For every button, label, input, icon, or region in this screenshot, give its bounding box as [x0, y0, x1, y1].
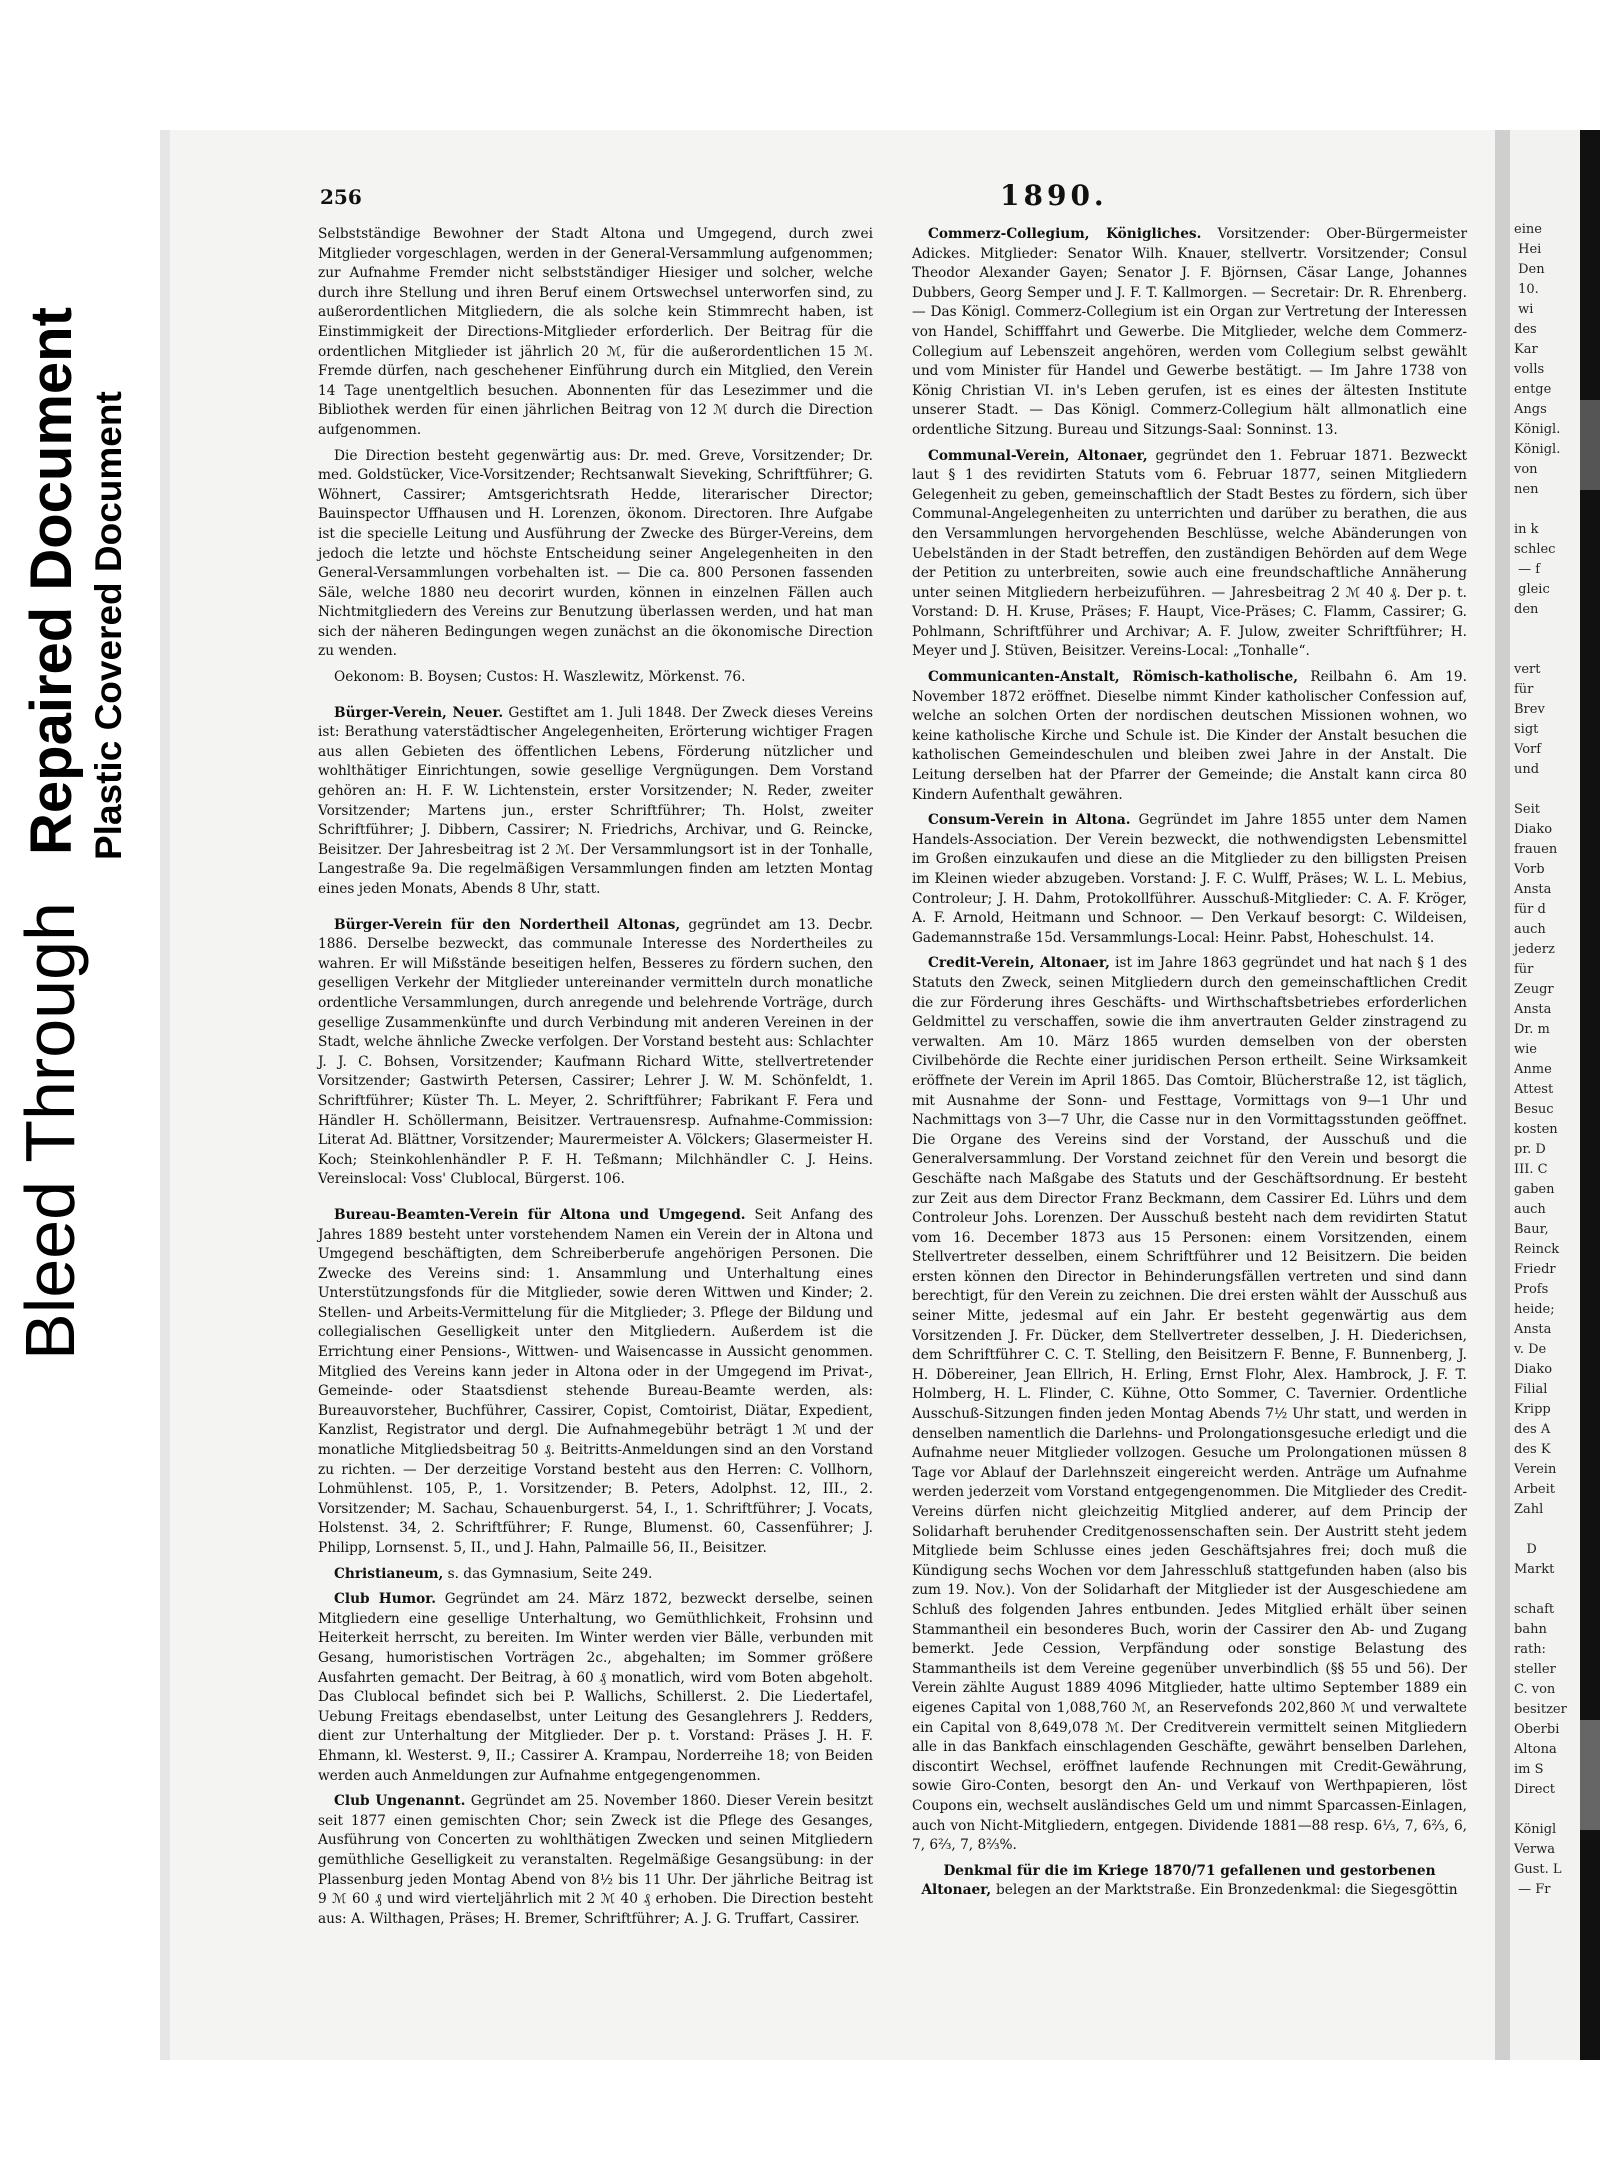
page-year: 1890. [1000, 179, 1108, 212]
entry: Die Direction besteht gegenwärtig aus: Dr. med. Greve, Vorsitzender; Dr. med. Goldstücker, Vice-Vorsitzender; Rechtsanwalt Sieveking, Schriftführer; G. Wöhnert, Cassirer; Amtsgerichtsrath Hedde, literarischer Director; Bauinspector Uffhausen und H. Lorenzen, ökonom. Directoren. Ihre Aufgabe ist die specielle Leitung und Ausführung der Zwecke des Bürger-Vereins, dem jedoch die letzte und höchste Entscheidung seiner Angelegenheiten in den General-Versammlungen vorbehalten ist. — Die ca. 800 Personen fassenden Säle, welche 1880 neu decorirt wurden, können in einzelnen Fällen auch Nichtmitgliedern des Vereins zur Benutzung überlassen werden, und hat man sich der näheren Bedingungen wegen zunächst an die ökonomische Direction zu wenden. [318, 447, 873, 660]
document-page [170, 130, 1495, 2060]
page-number: 256 [320, 185, 362, 209]
repair-tape [1580, 400, 1600, 490]
scanned-page-area [160, 130, 1600, 2060]
entry-heading: Club Ungenannt. [334, 1793, 466, 1810]
left-column [318, 225, 873, 1935]
entry: Bürger-Verein für den Nordertheil Altonas, gegründet am 13. Decbr. 1886. Derselbe bezweckt, das communale Interesse des Nordertheiles zu wahren. Er will Mißstände beseitigen helfen, Besseres zu fördern suchen, den geselligen Verkehr der Mitglieder untereinander vermitteln durch monatliche ordentliche Versammlungen, durch anregende und belehrende Vorträge, durch gesellige Zusammenkünfte und durch Verbindung mit anderen Vereinen in der Stadt, welche ähnliche Zwecke verfolgen. Der Vorstand besteht aus: Schlachter J. J. C. Bohsen, Vorsitzender; Kaufmann Richard Witte, stellvertretender Vorsitzender; Gastwirth Petersen, Cassirer; Lehrer J. W. M. Schönfeldt, 1. Schriftführer; Küster Th. L. Meyer, 2. Schriftführer; Fabrikant F. Fera und Händler H. Schöllermann, Beisitzer. Vertrauensresp. Aufnahme-Commission: Literat Ad. Blättner, Vorsitzender; Maurermeister A. Völckers; Glasermeister H. Koch; Steinkohlenhändler P. F. H. Teßmann; Milchhändler C. J. Heins. Vereinslocal: Voss' Clublocal, Bürgerst. 106. [318, 916, 873, 1188]
entry-heading: Consum-Verein in Altona. [928, 812, 1131, 829]
entry: Credit-Verein, Altonaer, ist im Jahre 1863 gegründet und hat nach § 1 des Statuts den Zweck, seinen Mitgliedern durch den gemeinschaftlichen Credit die zur Förderung ihres Geschäfts- und Wirthschaftsbetriebes erforderlichen Geldmittel zu verschaffen, sowie die ihm anvertrauten Gelder zinstragend zu verwalten. Am 10. März 1865 wurden demselben von der obersten Civilbehörde die Rechte einer juridischen Person ertheilt. Seine Wirksamkeit eröffnete der Verein im April 1865. Das Comtoir, Blücherstraße 12, ist täglich, mit Ausnahme der Sonn- und Festtage, Vormittags von 9—1 Uhr und Nachmittags von 3—7 Uhr, die Casse nur in den Vormittagsstunden geöffnet. Die Organe des Vereins sind der Vorstand, der Ausschuß und die Generalversammlung. Der Vorstand zeichnet für den Verein und besorgt die Geschäfte nach Maßgabe des Statuts und der Geschäftsordnung. Er besteht zur Zeit aus dem Director Franz Beckmann, dem Cassirer Ed. Lührs und dem Controleur Johs. Lorenzen. Der Ausschuß besteht nach dem revidirten Statut vom 16. December 1873 aus 15 Personen: einem Vorsitzenden, einem Stellvertreter desselben, einem Schriftführer und 12 Beisitzern. Die beiden ersten können den Director in Behinderungsfällen vertreten und sind dann berechtigt, für den Verein zu zeichnen. Die drei ersten wählt der Ausschuß aus seiner Mitte, jedesmal auf ein Jahr. Er besteht gegenwärtig aus dem Vorsitzenden J. Fr. Dücker, dem Stellvertreter desselben, J. H. Diederichsen, dem Schriftführer C. C. T. Stelling, den Beisitzern F. Benne, F. Bunnenberg, J. H. Döbereiner, Jean Ellrich, H. Erling, Ernst Flohr, Alex. Hambrock, J. F. T. Holmberg, H. L. Flinder, C. Kühne, Otto Sommer, C. Tavernier. Ordentliche Ausschuß-Sitzungen finden jeden Montag Abends 7½ Uhr statt, und werden in denselben namentlich die Darlehns- und Prolongationsgesuche erledigt und die Aufnahme neuer Mitglieder vollzogen. Gesuche um Prolongationen müssen 8 Tage vor Ablauf der Darlehnszeit eingereicht werden. Anträge um Aufnahme werden jederzeit vom Vorstand entgegengenommen. Die Mitglieder des Credit-Vereins dürfen nicht gleichzeitig Mitglied anderer, auf dem Princip der Solidarhaft beruhender Creditgenossenschaften sein. Der Austritt steht jedem Mitgliede beim Schlusse eines jeden Geschäftsjahres frei; doch muß die Kündigung sechs Wochen vor dem Jahresschluß stattgefunden haben (also bis zum 19. Nov.). Von der Solidarhaft der Mitglieder ist der Ausgeschiedene am Schluß des folgenden Jahres entbunden. Jedes Mitglied erhält über seinen Stammantheil ein besonderes Buch, worin der Cassirer den Ab- und Zugang bemerkt. Jede Cession, Verpfändung oder sonstige Belastung des Stammantheils ist dem Vereine gegenüber unverbindlich (§§ 55 und 56). Der Verein zählte August 1889 4096 Mitglieder, hatte ultimo September 1889 ein eigenes Capital von 1,088,760 ℳ, an Reservefonds 202,860 ℳ und verwaltete ein Capital von 8,649,078 ℳ. Der Creditverein vermittelt seinen Mitgliedern alle in das Bankfach einschlagenden Geschäfte, gewährt benselben Darlehen, discontirt Wechsel, eröffnet laufende Rechnungen mit Credit-Gewährung, sowie Giro-Conten, besorgt den An- und Verkauf von Werthpapieren, löst Coupons ein, wechselt ausländisches Geld um und nimmt Sparcassen-Einlagen, auch von Nicht-Mitgliedern, entgegen. Dividende 1881—88 resp. 6⅓, 7, 6⅔, 6, 7, 6⅔, 7, 8⅔%. [912, 955, 1467, 1854]
entry-heading: Credit-Verein, Altonaer, [928, 955, 1110, 972]
repaired-document-label: Repaired Document [19, 307, 84, 855]
entry-heading: Bureau-Beamten-Verein für Altona und Umgegend. [334, 1206, 746, 1223]
entry-heading: Bürger-Verein, Neuer. [334, 704, 504, 721]
bleed-through-label: Bleed Through [11, 902, 89, 1360]
entry: Communicanten-Anstalt, Römisch-katholische, Reilbahn 6. Am 19. November 1872 eröffnet. Dieselbe nimmt Kinder katholischer Confession auf, welche an solchen Orten der nordischen deutschen Missionen wohnen, wo keine katholische Kirche und Schule ist. Die Kinder der Anstalt besuchen die katholischen Gemeindeschulen und bleiben zwei Jahre in der Anstalt. Die Leitung derselben hat der Pfarrer der Gemeinde; die Anstalt kann circa 80 Kindern Aufenthalt gewähren. [912, 669, 1467, 803]
entry: Bureau-Beamten-Verein für Altona und Umgegend. Seit Anfang des Jahres 1889 besteht unter vorstehendem Namen ein Verein der in Altona und Umgegend beschäftigten, dem Schreiberberufe angehörigen Personen. Die Zwecke des Vereins sind: 1. Ansammlung und Unterhaltung eines Unterstützungsfonds für die Mitglieder, sowie deren Wittwen und Kinder; 2. Stellen- und Arbeits-Vermittelung für die Mitglieder; 3. Pflege der Bildung und collegialischen Geselligkeit unter den Mitgliedern. Außerdem ist die Errichtung einer Pensions-, Wittwen- und Waisencasse in Aussicht genommen. Mitglied des Vereins kann jeder in Altona oder in der Umgegend im Privat-, Gemeinde- oder Staatsdienst stehende Bureau-Beamte werden, als: Bureauvorsteher, Buchführer, Cassirer, Copist, Comtoirist, Diätar, Expedient, Kanzlist, Registrator und dergl. Die Aufnahmegebühr beträgt 1 ℳ und der monatliche Mitgliedsbeitrag 50 ₰. Beitritts-Anmeldungen sind an den Vorstand zu richten. — Der derzeitige Vorstand besteht aus den Herren: C. Vollhorn, Lohmühlenst. 105, P., 1. Vorsitzender; B. Peters, Adolphst. 12, III., 2. Vorsitzender; M. Sachau, Schauenburgerst. 54, I., 1. Schriftführer; J. Vocats, Holstenst. 34, 2. Schriftführer; F. Runge, Blumenst. 60, Cassenführer; J. Philipp, Lornsenst. 5, II., und J. Hahn, Palmaille 56, II., Beisitzer. [318, 1206, 873, 1556]
page-header [320, 179, 1470, 225]
entry-heading: Club Humor. [334, 1591, 436, 1608]
entry-heading: Denkmal für die im Kriege 1870/71 gefallenen und gestorbenen Altonaer, [921, 1862, 1436, 1899]
entry: Oekonom: B. Boysen; Custos: H. Waszlewitz, Mörkenst. 76. [334, 669, 746, 686]
entry: Denkmal für die im Kriege 1870/71 gefallenen und gestorbenen Altonaer, belegen an der Marktstraße. Ein Bronzedenkmal: die Siegesgöttin [921, 1862, 1458, 1899]
entry: Selbstständige Bewohner der Stadt Altona und Umgegend, durch zwei Mitglieder vorgeschlagen, werden in der General-Versammlung aufgenommen; zur Aufnahme Fremder nicht selbstständiger Hiesiger und solcher, welche durch ihre Stellung und ihren Beruf einem Ortswechsel unterworfen sind, zu außerordentlichen Mitgliedern, die als solche kein Stimmrecht haben, ist Einstimmigkeit der Directions-Mitglieder erforderlich. Der Beitrag für die ordentlichen Mitglieder ist jährlich 20 ℳ, für die außerordentlichen 15 ℳ. Fremde dürfen, nach geschehener Einführung durch ein Mitglied, den Verein 14 Tage unentgeltlich besuchen. Abonnenten für das Lesezimmer und die Bibliothek werden für einen jährlichen Beitrag von 12 ℳ durch die Direction aufgenommen. [318, 226, 873, 438]
right-column [912, 225, 1467, 1907]
page-gutter [1495, 130, 1510, 2060]
entry-heading: Christianeum, [334, 1565, 444, 1582]
scan-annotation-labels [0, 0, 160, 2177]
entry: Communal-Verein, Altonaer, gegründet den 1. Februar 1871. Bezweckt laut § 1 des revidirten Statuts vom 6. Februar 1877, seinen Mitgliedern Gelegenheit zu geben, gemeinschaftlich der Stadt Bestes zu fördern, sich über Communal-Angelegenheiten zu unterrichten und darüber zu berathen, die aus den Versammlungen hervorgehenden Beschlüsse, welche Abänderungen von Uebelständen in der Stadt betreffen, den zuständigen Behörden auf dem Wege der Petition zu unterbreiten, sowie auch eine freundschaftliche Annäherung unter seinen Mitgliedern herbeizuführen. — Jahresbeitrag 2 ℳ 40 ₰. Der p. t. Vorstand: D. H. Kruse, Präses; F. Haupt, Vice-Präses; C. Flamm, Cassirer; G. Pohlmann, Schriftführer und Archivar; A. F. Julow, zweiter Schriftführer; H. Meyer und J. Stüven, Beisitzer. Vereins-Local: „Tonhalle“. [912, 447, 1468, 660]
entry: Bürger-Verein, Neuer. Gestiftet am 1. Juli 1848. Der Zweck dieses Vereins ist: Berathung vaterstädtischer Angelegenheiten, Erörterung wichtiger Fragen aus allen Gebieten des öffentlichen Lebens, Förderung nützlicher und wohlthätiger Einrichtungen, sowie gesellige Vergnügungen. Dem Vorstand gehören an: H. F. W. Lichtenstein, erster Vorsitzender; N. Reder, zweiter Vorsitzender; Martens jun., erster Schriftführer; Th. Holst, zweiter Schriftführer; J. Dibbern, Cassirer; N. Friedrichs, Archivar, und G. Reincke, Beisitzer. Der Jahresbeitrag ist 2 ℳ. Der Versammlungsort ist in der Tonhalle, Langestraße 9a. Die regelmäßigen Versammlungen finden am letzten Montag eines jeden Monats, Abends 8 Uhr, statt. [318, 704, 873, 897]
facing-page-fragment [1510, 130, 1580, 2060]
facing-page-text: eine Hei Den 10. wi des Kar volls entge Angs Königl. Königl. von nen in k schlec — f gleic den vert für Brev sigt Vorf und Seit Diako frauen Vorb Ansta für d auch jederz für Zeugr Ansta Dr. m wie Anme Attest Besuc kosten pr. D III. C gaben auch Baur, Reinck Friedr Profs heide; Ansta v. De Diako Filial Kripp des A des K Verein Arbeit Zahl D Markt schaft bahn rath: steller C. von besitzer Oberbi Altona im S Direct Königl Verwa Gust. L — Fr [1514, 222, 1567, 1897]
entry: Club Humor. Gegründet am 24. März 1872, bezweckt derselbe, seinen Mitgliedern eine gesellige Unterhaltung, wo Gemüthlichkeit, Frohsinn und Heiterkeit herrscht, zu bereiten. Im Winter werden vier Bälle, verbunden mit Gesang, humoristischen Vorträgen 2c., abgehalten; im Sommer größere Ausfahrten gemacht. Der Beitrag, à 60 ₰ monatlich, wird vom Boten abgeholt. Das Clublocal befindet sich bei P. Wallichs, Schillerst. 2. Die Liedertafel, Uebung Freitags ebendaselbst, unter Leitung des Gesanglehrers J. Redders, dient zur Unterhaltung der Mitglieder. Der p. t. Vorstand: Präses J. H. F. Ehmann, kl. Westerst. 9, II.; Cassirer A. Krampau, Norderreihe 18; von Beiden werden auch Anmeldungen zur Aufnahme entgegengenommen. [318, 1591, 873, 1784]
entry-heading: Commerz-Collegium, Königliches. [928, 226, 1202, 242]
entry: Club Ungenannt. Gegründet am 25. November 1860. Dieser Verein besitzt seit 1877 einen gemischten Chor; sein Zweck ist die Pflege des Gesanges, Ausführung von Concerten zu wohlthätigen Zwecken und seinen Mitgliedern gemüthliche Geselligkeit zu veranstalten. Regelmäßige Gesangsübung: in der Plassenburg jeden Montag Abend von 8½ bis 11 Uhr. Der jährliche Beitrag ist 9 ℳ 60 ₰ und wird vierteljährlich mit 2 ℳ 40 ₰ erhoben. Die Direction besteht aus: A. Wilthagen, Präses; H. Bremer, Schriftführer; A. J. G. Truffart, Cassirer. [318, 1793, 874, 1927]
entry-heading: Bürger-Verein für den Nordertheil Altonas, [334, 916, 681, 933]
plastic-covered-label: Plastic Covered Document [88, 391, 129, 860]
entry-heading: Communicanten-Anstalt, Römisch-katholische, [928, 669, 1298, 686]
entry: Consum-Verein in Altona. Gegründet im Jahre 1855 unter dem Namen Handels-Association. Der Verein bezweckt, die nothwendigsten Lebensmittel im Großen einzukaufen und diese an die Mitglieder zu den billigsten Preisen im Kleinen wieder abzugeben. Vorstand: J. F. C. Wulff, Präses; W. L. L. Mebius, Controleur; J. H. Dahm, Protokollführer. Ausschuß-Mitglieder: C. A. F. Kröger, A. F. Arnold, Heitmann und Schnoor. — Den Verkauf besorgt: C. Wildeisen, Gademannstraße 15d. Versammlungs-Local: Heinr. Pabst, Hoheschulst. 14. [912, 812, 1467, 946]
repair-tape [1580, 1720, 1600, 1830]
entry: Christianeum, s. das Gymnasium, Seite 249. [334, 1565, 653, 1582]
entry-heading: Communal-Verein, Altonaer, [928, 447, 1148, 464]
entry: Commerz-Collegium, Königliches. Vorsitzender: Ober-Bürgermeister Adickes. Mitglieder: Senator Wilh. Knauer, stellvertr. Vorsitzender; Consul Theodor Alexander Gayen; Senator J. F. Björnsen, Cäsar Lange, Johannes Dubbers, Georg Semper und J. F. T. Kallmorgen. — Secretair: Dr. R. Ehrenberg. — Das Königl. Commerz-Collegium ist ein Organ zur Vertretung der Interessen von Handel, Schifffahrt und Gewerbe. Die Mitglieder, welche dem Commerz-Collegium auf Lebenszeit angehören, werden vom Collegium selbst gewählt und vom Minister für Handel und Gewerbe bestätigt. — Im Jahre 1738 von König Christian VI. in's Leben gerufen, ist es eines der ältesten Institute unserer Stadt. — Das Königl. Commerz-Collegium hält allmonatlich eine ordentliche Sitzung. Bureau und Sitzungs-Saal: Sonninst. 13. [912, 226, 1467, 438]
